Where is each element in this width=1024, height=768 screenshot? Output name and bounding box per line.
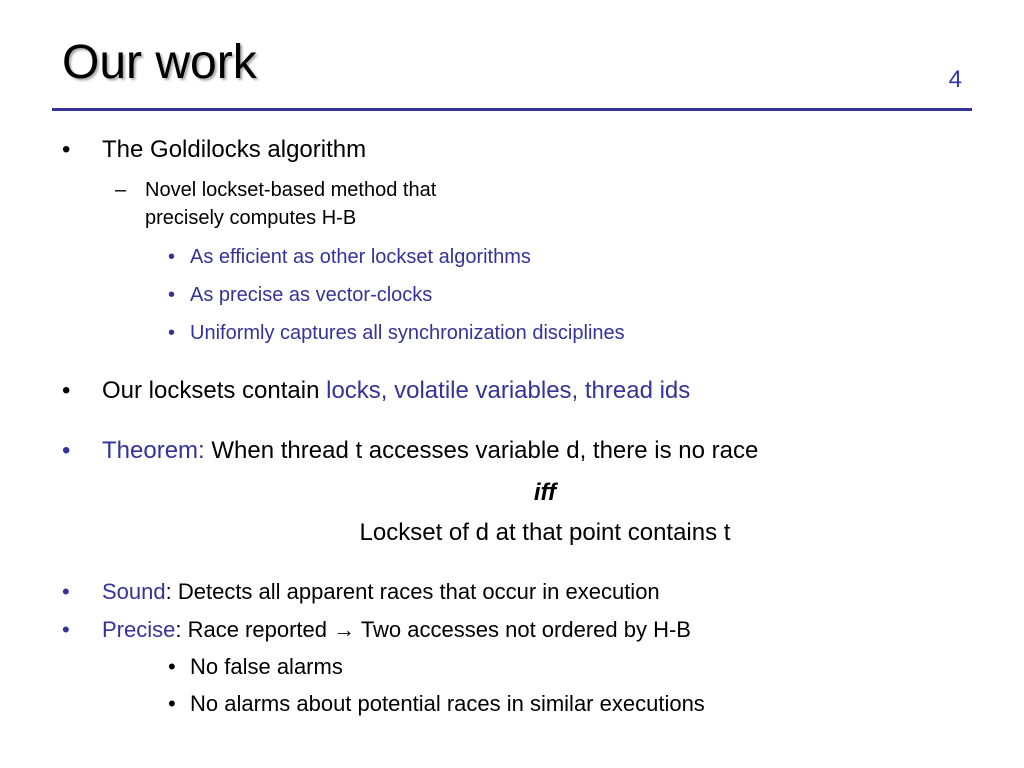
theorem-iff: iff	[533, 479, 557, 506]
bullet-text	[102, 437, 758, 465]
bullet-marker: •	[168, 691, 176, 716]
precise-text-2: Two accesses not ordered by H-B	[355, 617, 691, 642]
locksets-contents: locks, volatile variables, thread ids	[326, 377, 691, 404]
locksets-prefix: Our locksets contain	[102, 377, 327, 404]
subsubbullet-text: As precise as vector-clocks	[190, 284, 433, 306]
bullet-text	[102, 579, 660, 605]
bullet-marker: •	[62, 377, 71, 404]
subbullet-text-line2: precisely computes H-B	[145, 207, 357, 229]
subbullet-text-line1: Novel lockset-based method that	[145, 179, 437, 201]
theorem-text: When thread t accesses variable d, there is no race	[204, 437, 759, 464]
subsubbullet-text: As efficient as other lockset algorithms	[190, 246, 531, 268]
subsubbullet-text: No false alarms	[190, 654, 343, 679]
theorem-label: Theorem:	[102, 437, 205, 464]
bullet-marker: •	[62, 579, 70, 604]
bullet-marker: •	[62, 617, 70, 642]
subsubbullet-text: Uniformly captures all synchronization disciplines	[190, 322, 625, 344]
title-divider	[52, 108, 972, 111]
arrow-icon: →	[333, 617, 356, 642]
sound-label: Sound	[102, 579, 166, 604]
bullet-marker: •	[168, 246, 176, 268]
bullet-text	[102, 377, 690, 405]
bullet-text: The Goldilocks algorithm	[102, 136, 367, 163]
precise-text: : Race reported	[175, 617, 334, 642]
bullet-marker: •	[62, 136, 71, 163]
slide-number: 4	[948, 66, 962, 93]
slide-title: Our work	[62, 36, 257, 89]
sound-text: : Detects all apparent races that occur in execution	[165, 579, 660, 604]
theorem-conclusion: Lockset of d at that point contains t	[359, 519, 731, 546]
bullet-marker: •	[62, 437, 71, 464]
bullet-marker: •	[168, 654, 176, 679]
bullet-marker: •	[168, 284, 176, 306]
subsubbullet-text: No alarms about potential races in similar executions	[190, 691, 705, 716]
dash-marker: –	[115, 179, 127, 201]
bullet-marker: •	[168, 322, 176, 344]
precise-label: Precise	[102, 617, 176, 642]
bullet-text	[102, 617, 691, 643]
